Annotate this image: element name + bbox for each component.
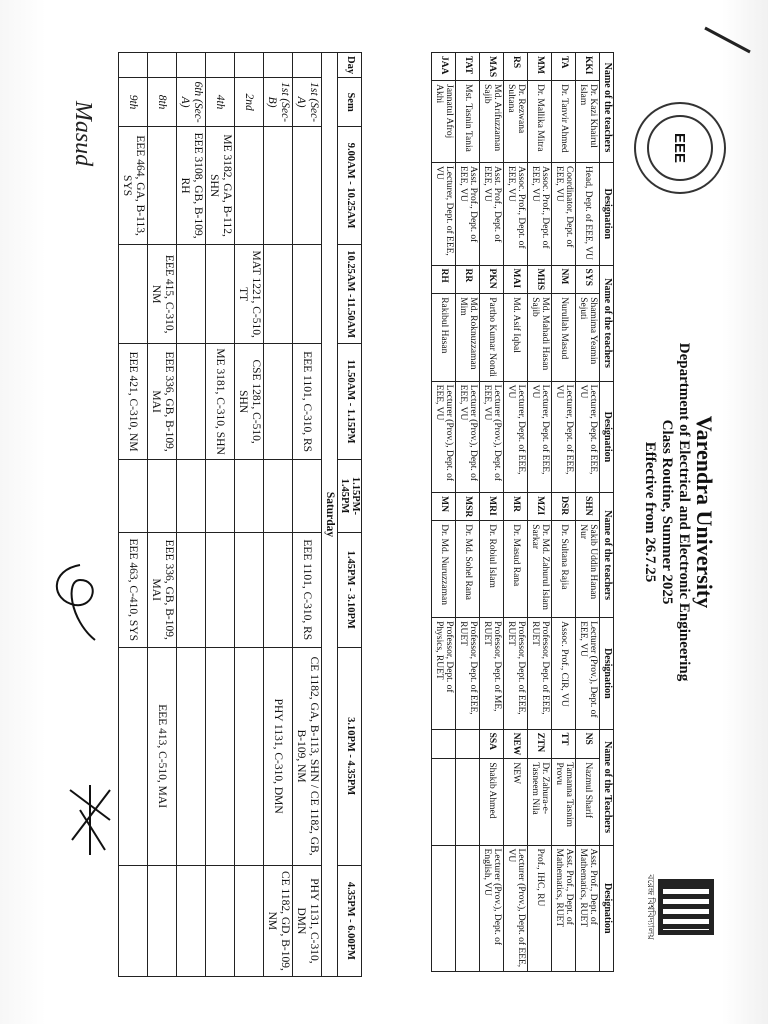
teachers-col-header: Designation	[600, 845, 614, 971]
class-cell	[264, 127, 293, 245]
effective-date: Effective from 26.7.25	[642, 441, 658, 583]
teacher-name: Dr. Kazi Khairul Islam	[576, 81, 600, 163]
teachers-col-header: Name of the Teachers	[600, 729, 614, 845]
teacher-code: MZI	[528, 493, 552, 521]
routine-col-header: 10.25AM -11.50AM	[338, 245, 362, 344]
teacher-designation: Lecturer (Prov.), Dept. of EEE, VU	[432, 381, 456, 492]
class-cell: EEE 1101, C-310, RS	[293, 532, 322, 647]
teacher-name	[456, 759, 480, 845]
teacher-designation: Assoc. Prof., Dept. of EEE, VU	[504, 162, 528, 265]
teachers-col-header: Name of the teachers	[600, 493, 614, 618]
class-cell: MAT 1221, C-510, TT	[235, 245, 264, 344]
teacher-code: TAT	[456, 53, 480, 81]
teacher-name: Rakibul Hasan	[432, 294, 456, 381]
teacher-code: MSR	[456, 493, 480, 521]
university-name: Varendra University	[692, 415, 717, 609]
teacher-designation: Lecturer (Prov.), Dept. of English, VU	[480, 845, 504, 971]
class-cell	[177, 532, 206, 647]
teacher-designation: Professor, Dept. of EEE, RUET	[504, 618, 528, 729]
teacher-name: NEW	[504, 759, 528, 845]
routine-row	[235, 53, 264, 977]
routine-row	[293, 53, 322, 977]
routine-row	[177, 53, 206, 977]
semester-label: 4th	[206, 78, 235, 127]
routine-title: Class Routine, Summer 2025	[659, 419, 675, 605]
break-cell	[119, 459, 148, 532]
teacher-code: RS	[504, 53, 528, 81]
class-cell: ME 3181, C-310, SHN	[206, 344, 235, 460]
class-cell: EEE 1101, C-310, RS	[293, 344, 322, 460]
routine-col-header: 1.15PM-1.45PM	[338, 459, 362, 532]
handwritten-signature-masud: Masud	[70, 100, 97, 167]
routine-table	[118, 52, 362, 977]
teacher-code: PKN	[480, 265, 504, 294]
routine-col-header: Day	[338, 53, 362, 78]
class-cell	[148, 127, 177, 245]
teacher-designation: Asst. Prof., Dept. of Mathematics, RUET	[552, 845, 576, 971]
teacher-name: Dr. Masud Rana	[504, 521, 528, 618]
varendra-logo-text: বরেন্দ্র বিশ্ববিদ্যালয়	[646, 874, 656, 940]
teachers-col-header: Designation	[600, 381, 614, 492]
class-cell	[119, 245, 148, 344]
semester-label: 2nd	[235, 78, 264, 127]
teacher-designation: Head, Dept. of EEE, VU	[576, 162, 600, 265]
semester-label: 8th	[148, 78, 177, 127]
teacher-code: KKI	[576, 53, 600, 81]
teacher-designation: Assoc. Prof., Dept. of EEE, VU	[528, 162, 552, 265]
teacher-name: Nazmul Sharif	[576, 759, 600, 845]
teacher-code: NM	[552, 265, 576, 294]
teacher-code: SHN	[576, 493, 600, 521]
teacher-code: ZTN	[528, 729, 552, 759]
class-cell: EEE 464, GA, B-113, SYS	[119, 127, 148, 245]
class-cell: PHY 1131, C-310, DMN	[293, 865, 322, 976]
break-cell	[264, 459, 293, 532]
routine-col-header: 4.35PM - 6.00PM	[338, 865, 362, 976]
teacher-name: Partho Kumar Nondi	[480, 294, 504, 381]
teacher-code: MN	[432, 493, 456, 521]
routine-col-header: 3.10PM - 4.35PM	[338, 647, 362, 865]
teacher-code: MHS	[528, 265, 552, 294]
teacher-name	[432, 759, 456, 845]
class-cell: EEE 413, C-510, MAI	[148, 647, 177, 865]
day-spacer	[177, 53, 206, 78]
teacher-row	[576, 53, 600, 972]
routine-row	[206, 53, 235, 977]
teachers-header-row	[600, 53, 614, 972]
class-cell	[235, 865, 264, 976]
class-cell	[235, 127, 264, 245]
class-cell: CSE 1281, C-510, SHN	[235, 344, 264, 460]
teacher-code: SYS	[576, 265, 600, 294]
teacher-name: Tamanna Tasnim Provu	[552, 759, 576, 845]
teacher-designation	[432, 845, 456, 971]
class-cell	[206, 865, 235, 976]
class-cell	[206, 245, 235, 344]
class-cell	[206, 532, 235, 647]
teacher-row	[432, 53, 456, 972]
class-cell	[148, 865, 177, 976]
teacher-designation: Lecturer, Dept. of EEE, VU	[528, 381, 552, 492]
teacher-designation: Professor, Dept. of ME, RUET	[480, 618, 504, 729]
teacher-designation: Professor, Dept. of EEE, RUET	[528, 618, 552, 729]
teacher-name: Dr. Sultana Rajia	[552, 521, 576, 618]
class-cell	[264, 344, 293, 460]
teacher-name: Sakib Uddin Hanan Nur	[576, 521, 600, 618]
teacher-name: Shakib Ahmed	[480, 759, 504, 845]
teacher-name: Dr. Robiul Islam	[480, 521, 504, 618]
teacher-name: Jannatul Afroj Akhi	[432, 81, 456, 163]
class-cell: ME 3182, GA, B-112, SHN	[206, 127, 235, 245]
teacher-code: NS	[576, 729, 600, 759]
day-spacer	[235, 53, 264, 78]
class-cell	[119, 865, 148, 976]
teacher-designation: Professor, Dept. of Physics, RUET	[432, 618, 456, 729]
teacher-row	[528, 53, 552, 972]
teacher-designation: Lecturer (Prov.), Dept. of EEE, VU	[480, 381, 504, 492]
teacher-designation: Asst. Prof., Dept. of EEE, VU	[456, 162, 480, 265]
teacher-code: MRI	[480, 493, 504, 521]
teacher-designation: Professor, Dept. of EEE, RUET	[456, 618, 480, 729]
teacher-name: Dr. Md. Zahurul Islam Sarkar	[528, 521, 552, 618]
teacher-designation: Lecturer (Prov.), Dept. of EEE, VU	[456, 381, 480, 492]
teacher-code	[456, 729, 480, 759]
class-cell	[177, 865, 206, 976]
teacher-designation: Lecturer, Dept. of EEE, VU	[504, 381, 528, 492]
teacher-name: Dr. Mallika Mitra	[528, 81, 552, 163]
teacher-code: SSA	[480, 729, 504, 759]
class-cell	[177, 245, 206, 344]
class-cell	[264, 245, 293, 344]
teacher-name: Md. Roknuzzaman Mim	[456, 294, 480, 381]
day-spacer	[264, 53, 293, 78]
teacher-code: NEW	[504, 729, 528, 759]
department-name: Department of Electrical and Electronic Engineering	[676, 342, 692, 682]
day-spacer	[119, 53, 148, 78]
teacher-name: Md. Asif Iqbal	[504, 294, 528, 381]
teachers-table	[432, 52, 615, 972]
routine-header	[641, 12, 716, 1012]
break-cell	[148, 459, 177, 532]
teacher-name: Dr. Rezwana Sultana	[504, 81, 528, 163]
routine-col-header: 9.00AM - 10.25AM	[338, 127, 362, 245]
teacher-name: Nurullah Masud	[552, 294, 576, 381]
varendra-logo	[638, 872, 724, 942]
class-cell	[177, 344, 206, 460]
class-cell	[177, 647, 206, 865]
semester-label: 1st (Sec-B)	[264, 78, 293, 127]
teacher-code: MAI	[504, 265, 528, 294]
teacher-code: RH	[432, 265, 456, 294]
teacher-code: TT	[552, 729, 576, 759]
teacher-name: Md. Mahadi Hasan Sajib	[528, 294, 552, 381]
teacher-row	[552, 53, 576, 972]
teacher-code: JAA	[432, 53, 456, 81]
class-cell: EEE 463, C-410, SYS	[119, 532, 148, 647]
teacher-name: Dr. Md. Sohel Rana	[456, 521, 480, 618]
semester-label: 6th (Sec-A)	[177, 78, 206, 127]
teachers-col-header: Name of the teachers	[600, 265, 614, 381]
teacher-designation: Lecturer, Dept. of EEE, VU	[552, 381, 576, 492]
teacher-designation: Lecturer, Dept. of EEE, VU	[432, 162, 456, 265]
day-spacer	[206, 53, 235, 78]
teachers-col-header: Designation	[600, 162, 614, 265]
class-cell: EEE 421, C-310, NM	[119, 344, 148, 460]
routine-day-row	[322, 53, 338, 977]
routine-col-header: 11.50AM - 1.15PM	[338, 344, 362, 460]
teacher-name: Dr. Zahura-e-Tasneem Nila	[528, 759, 552, 845]
teacher-name: Shamima Yeamin Sejuti	[576, 294, 600, 381]
teacher-code: TA	[552, 53, 576, 81]
break-cell	[293, 459, 322, 532]
teacher-code: MR	[504, 493, 528, 521]
routine-col-header: Sem	[338, 78, 362, 127]
routine-col-header: 1.45PM - 3.10PM	[338, 532, 362, 647]
class-cell	[293, 127, 322, 245]
teacher-designation: Coordinator, Dept. of EEE, VU	[552, 162, 576, 265]
teacher-row	[456, 53, 480, 972]
teacher-designation: Prof., IHC, RU	[528, 845, 552, 971]
teacher-row	[480, 53, 504, 972]
teacher-name: Md. Arifuzzaman Sajib	[480, 81, 504, 163]
semester-label: 1st (Sec-A)	[293, 78, 322, 127]
teacher-row	[504, 53, 528, 972]
teacher-designation: Lecturer (Prov.), Dept. of EEE, VU	[504, 845, 528, 971]
break-cell	[235, 459, 264, 532]
teachers-col-header: Designation	[600, 618, 614, 729]
teacher-designation: Asst. Prof., Dept. of Mathematics, RUET	[576, 845, 600, 971]
class-cell: CE 1182, GD, B-109, NM	[264, 865, 293, 976]
teacher-code: RR	[456, 265, 480, 294]
routine-row	[119, 53, 148, 977]
class-cell: EEE 336, GB, B-109, MAI	[148, 532, 177, 647]
teacher-name: Dr. Tanvir Ahmed	[552, 81, 576, 163]
teacher-designation: Lecturer, Dept. of EEE, VU	[576, 381, 600, 492]
teacher-designation	[456, 845, 480, 971]
class-cell	[235, 647, 264, 865]
teacher-designation: Asst. Prof., Dept. of EEE, VU	[480, 162, 504, 265]
class-cell	[235, 532, 264, 647]
teacher-code: DSR	[552, 493, 576, 521]
varendra-logo-icon	[658, 879, 714, 935]
teachers-col-header: Name of the teachers	[600, 53, 614, 163]
class-cell: EEE 3108, GB, B-109, RH	[177, 127, 206, 245]
teacher-code: MM	[528, 53, 552, 81]
teacher-name: Dr. Md. Nuruzzaman	[432, 521, 456, 618]
eee-seal-logo: EEE	[634, 102, 726, 194]
teacher-designation: Lecturer (Prov.), Dept. of EEE, VU	[576, 618, 600, 729]
teacher-designation: Assoc. Prof., CIR, VU	[552, 618, 576, 729]
class-cell	[264, 532, 293, 647]
class-cell: PHY 1131, C-310, DMN	[264, 647, 293, 865]
routine-row	[264, 53, 293, 977]
day-spacer	[293, 53, 322, 78]
break-cell	[206, 459, 235, 532]
break-cell	[177, 459, 206, 532]
teacher-code: MAS	[480, 53, 504, 81]
teacher-code	[432, 729, 456, 759]
class-cell	[293, 245, 322, 344]
semester-label: 9th	[119, 78, 148, 127]
routine-header-row	[338, 53, 362, 977]
rotated-routine-sheet	[34, 12, 734, 1012]
teacher-name: Mst. Tasnin Tania	[456, 81, 480, 163]
class-cell: CE 1182, GA, B-113, SHN / CE 1182, GB, B-109, NM	[293, 647, 322, 865]
routine-row	[148, 53, 177, 977]
class-cell: EEE 336, GB, B-109, MAI	[148, 344, 177, 460]
day-label: Saturday	[322, 53, 338, 977]
class-cell	[206, 647, 235, 865]
class-cell: EEE 415, C-310, NM	[148, 245, 177, 344]
class-cell	[119, 647, 148, 865]
day-spacer	[148, 53, 177, 78]
